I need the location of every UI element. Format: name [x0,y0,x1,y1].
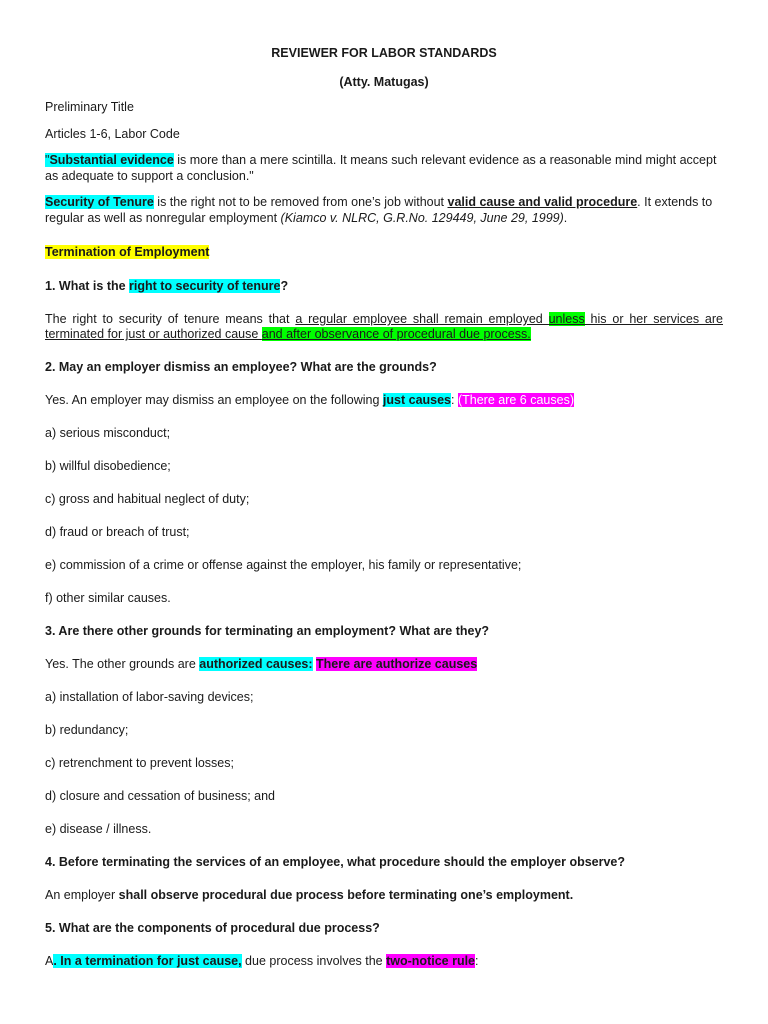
substantial-evidence-text: is more than a mere scintilla. It means such relevant evidence as a reasonable mind might accept [173,153,717,167]
just-cause-termination: . In a termination for just cause, [53,954,242,968]
security-tenure-line2-text: regular as well as nonregular employment [45,211,281,225]
case-citation: (Kiamco v. NLRC, G.R.No. 129449, June 29, 1999) [280,211,564,225]
answer-1-intro: The right to security of tenure means that [45,312,296,326]
open-quote: " [45,153,50,167]
answer-1-line1 [45,311,723,327]
security-tenure-line2 [45,210,723,226]
answer-1-line2-text: terminated for just or authorized cause [45,327,262,341]
answer-2-colon: : [451,393,458,407]
answer-4-bold: shall observe procedural due process before terminating one’s employment. [118,888,574,902]
six-causes-note: (There are 6 causes) [457,393,574,407]
just-cause-item: c) gross and habitual neglect of duty; [45,492,250,506]
substantial-evidence-line1 [45,152,723,168]
question-3: 3. Are there other grounds for terminating an employment? What are they? [45,624,490,638]
preliminary-title: Preliminary Title [45,100,134,114]
question-1-highlight: right to security of tenure [129,279,281,293]
authorized-cause-item: a) installation of labor-saving devices; [45,690,254,704]
answer-2-text: Yes. An employer may dismiss an employee on the following [45,393,383,407]
question-2: 2. May an employer dismiss an employee? What are the grounds? [45,360,437,374]
valid-cause-text: valid cause and valid procedure [447,195,638,209]
authorized-cause-item: e) disease / illness. [45,822,152,836]
authorize-causes-note: There are authorize causes [316,657,478,671]
answer-5-letter: A [45,954,54,968]
question-1-suffix: ? [280,279,289,293]
substantial-evidence-term: Substantial evidence [49,153,174,167]
security-tenure-text: is the right not to be removed from one’s job without [153,195,448,209]
answer-5-colon: : [475,954,479,968]
authorized-cause-item: b) redundancy; [45,723,129,737]
answer-5-text: due process involves the [241,954,387,968]
answer-4 [45,887,723,903]
articles-line: Articles 1-6, Labor Code [45,127,180,141]
question-5: 5. What are the components of procedural due process? [45,921,380,935]
security-tenure-period: . [563,211,568,225]
answer-4-text: An employer [45,888,119,902]
security-tenure-end: . It extends to [637,195,713,209]
answer-1-due-process: and after observance of procedural due process. [261,327,531,341]
question-4: 4. Before terminating the services of an employee, what procedure should the employer observe? [45,855,626,869]
authorized-causes-term: authorized causes: [199,657,313,671]
answer-1-line2 [45,326,723,342]
answer-3-text: Yes. The other grounds are [45,657,200,671]
answer-1-underlined-2: his or her services are [584,312,723,326]
answer-1-underlined: a regular employee shall remain employed [295,312,549,326]
question-1-prefix: 1. What is the [45,279,130,293]
answer-5 [45,953,723,969]
answer-2 [45,392,723,408]
termination-heading [45,244,723,260]
just-causes-term: just causes [382,393,452,407]
security-tenure-term: Security of Tenure [45,195,154,209]
authorized-cause-item: c) retrenchment to prevent losses; [45,756,234,770]
security-tenure-line1 [45,194,723,210]
just-cause-item: e) commission of a crime or offense against the employer, his family or representative; [45,558,522,572]
two-notice-rule: two-notice rule [386,954,476,968]
answer-1-unless: unless [548,312,585,326]
substantial-evidence-line2: as adequate to support a conclusion." [45,169,254,183]
document-subtitle: (Atty. Matugas) [339,75,429,89]
just-cause-item: f) other similar causes. [45,591,171,605]
answer-3 [45,656,723,672]
question-1 [45,278,723,294]
termination-heading-text: Termination of Employment [45,245,210,259]
just-cause-item: d) fraud or breach of trust; [45,525,190,539]
just-cause-item: b) willful disobedience; [45,459,171,473]
document-title: REVIEWER FOR LABOR STANDARDS [271,46,497,60]
authorized-cause-item: d) closure and cessation of business; and [45,789,275,803]
just-cause-item: a) serious misconduct; [45,426,171,440]
